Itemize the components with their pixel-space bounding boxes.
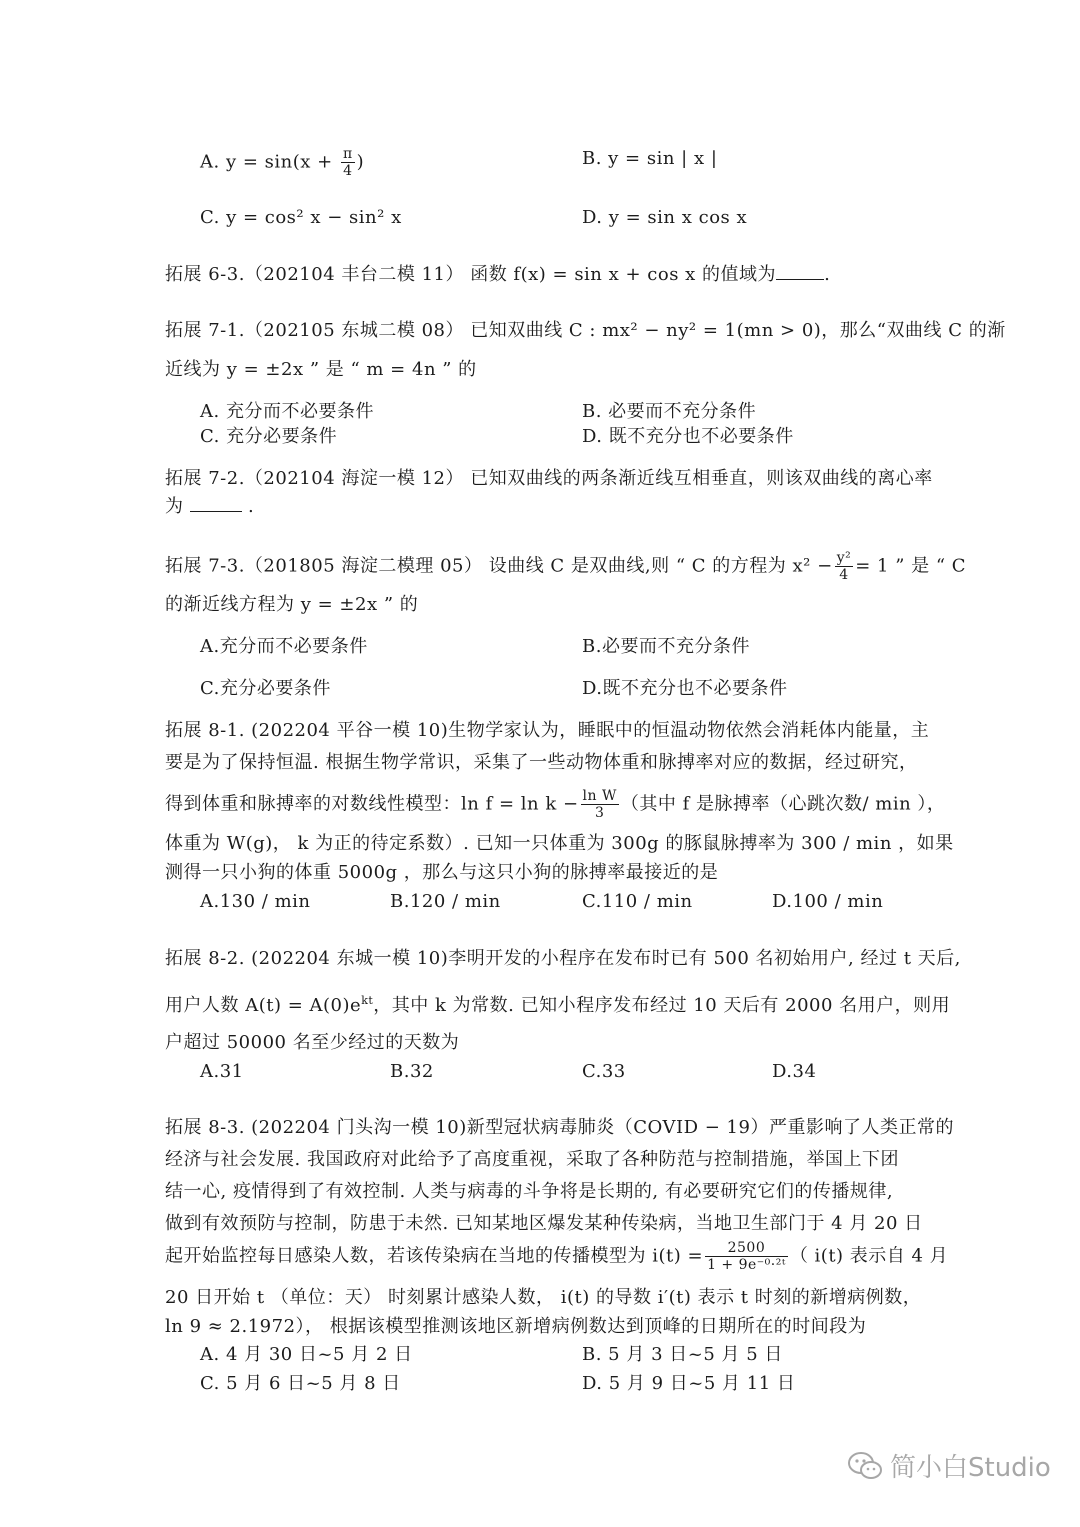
problem-8-1-line3: 得到体重和脉搏率的对数线性模型：ln f = ln k − $\frac{\text{ln W}}{3}$ （其中 f 是脉搏率（心跳次数/ min ）， [165,788,946,821]
option-b-8-1: B.120 / min [390,891,501,912]
problem-8-3-line1: 拓展 8-3. (202204 门头沟一模 10)新型冠状病毒肺炎（COVID − 19）严重影响了人类正常的 [165,1117,954,1138]
option-c-7-1: C. 充分必要条件 [200,426,338,447]
option-c-8-2: C.33 [582,1061,626,1082]
problem-8-1-line2: 要是为了保持恒温. 根据生物学常识，采集了一些动物体重和脉搏率对应的数据，经过研究， [165,752,918,773]
option-c-8-3: C. 5 月 6 日~5 月 8 日 [200,1373,401,1394]
problem-7-2-line1: 拓展 7-2.（202104 海淀一模 12） 已知双曲线的两条渐近线互相垂直，则该双曲线的离心率 [165,468,933,489]
option-a-7-1: A. 充分而不必要条件 [200,401,374,422]
option-d-8-1: D.100 / min [772,891,884,912]
fraction: $\frac{2500}{\text{1 + 9e⁻⁰·²ᵗ}}$ [707,1240,786,1273]
option-c-6-2: C. y = cos² x − sin² x [200,207,402,228]
watermark [848,1447,1051,1484]
problem-7-3-line1: 拓展 7-3.（201805 海淀二模理 05） 设曲线 C 是双曲线,则 “ C 的方程为 x² − $\frac{\text{y²}}{4}$ = 1 ” 是 “ C [165,550,967,583]
problem-8-3-line2: 经济与社会发展. 我国政府对此给予了高度重视，采取了各种防范与控制措施，举国上下团 [165,1149,899,1170]
option-a-8-3: A. 4 月 30 日~5 月 2 日 [200,1344,413,1365]
problem-7-1-line1: 拓展 7-1.（202105 东城二模 08） 已知双曲线 C : mx² − ny² = 1(mn > 0)，那么“双曲线 C 的渐 [165,320,1006,341]
problem-8-1-line5: 测得一只小狗的体重 5000g ，那么与这只小狗的脉搏率最接近的是 [165,862,719,883]
problem-8-2-line1: 拓展 8-2. (202204 东城一模 10)李明开发的小程序在发布时已有 500 名初始用户, 经过 t 天后, [165,948,961,969]
problem-8-1-line4: 体重为 W(g)， k 为正的待定系数）. 已知一只体重为 300g 的豚鼠脉搏率为 300 / min ，如果 [165,833,954,854]
fraction: $\frac{\text{ln W}}{3}$ [582,788,617,821]
problem-8-2-line3: 户超过 50000 名至少经过的天数为 [165,1032,460,1053]
option-d-7-3: D.既不充分也不必要条件 [582,678,788,699]
option-b-6-2: B. y = sin | x | [582,148,718,169]
option-b-8-3: B. 5 月 3 日~5 月 5 日 [582,1344,783,1365]
problem-8-1-line1: 拓展 8-1. (202204 平谷一模 10)生物学家认为，睡眠中的恒温动物依然会消耗体内能量，主 [165,720,930,741]
problem-8-3-line6: 20 日开始 t （单位：天） 时刻累计感染人数， i(t) 的导数 i′(t) 表示 t 时刻的新增病例数， [165,1287,922,1308]
watermark-text: 简小白Studio [890,1453,1051,1483]
problem-8-2-line2: 用户人数 $A(t) = A(0)e^{kt}$，其中 k 为常数. 已知小程序发布经过 10 天后有 2000 名用户，则用 [165,994,951,1016]
option-d-8-2: D.34 [772,1061,817,1082]
problem-7-3-line2: 的渐近线方程为 y = ±2x ” 的 [165,594,419,615]
option-a-8-2: A.31 [200,1061,244,1082]
option-a-8-1: A.130 / min [200,891,311,912]
fraction: $\frac{\pi}{4}$ [342,146,353,179]
option-a-6-2: A. y = sin(x + $\frac{\pi}{4}$ ) [200,146,365,179]
problem-8-3-line3: 结一心, 疫情得到了有效控制. 人类与病毒的斗争将是长期的, 有必要研究它们的传播规律, [165,1181,894,1202]
problem-7-2-line2: 为 . [165,496,255,517]
option-d-6-2: D. y = sin x cos x [582,207,748,228]
problem-8-3-line4: 做到有效预防与控制，防患于未然. 已知某地区爆发某种传染病，当地卫生部门于 4 月 20 日 [165,1213,923,1234]
problem-7-1-line2: 近线为 y = ±2x ” 是 “ m = 4n ” 的 [165,359,477,380]
option-c-8-1: C.110 / min [582,891,693,912]
problem-6-3: 拓展 6-3.（202104 丰台二模 11） 函数 f(x) = sin x + cos x 的值域为 . [165,264,831,285]
option-b-7-1: B. 必要而不充分条件 [582,401,757,422]
option-d-8-3: D. 5 月 9 日~5 月 11 日 [582,1373,796,1394]
option-b-8-2: B.32 [390,1061,434,1082]
option-d-7-1: D. 既不充分也不必要条件 [582,426,794,447]
option-a-7-3: A.充分而不必要条件 [200,636,368,657]
option-b-7-3: B.必要而不充分条件 [582,636,750,657]
problem-8-3-line7: ln 9 ≈ 2.1972）， 根据该模型推测该地区新增病例数达到顶峰的日期所在的时间段为 [165,1316,867,1337]
wechat-icon [848,1451,882,1481]
option-c-7-3: C.充分必要条件 [200,678,331,699]
problem-8-3-line5: 起开始监控每日感染人数，若该传染病在当地的传播模型为 i(t) = $\frac{2500}{\text{1 + 9e⁻⁰·²ᵗ}}$ （ i(t) 表示自 4 月 [165,1240,949,1273]
fraction: $\frac{\text{y²}}{4}$ [836,550,852,583]
